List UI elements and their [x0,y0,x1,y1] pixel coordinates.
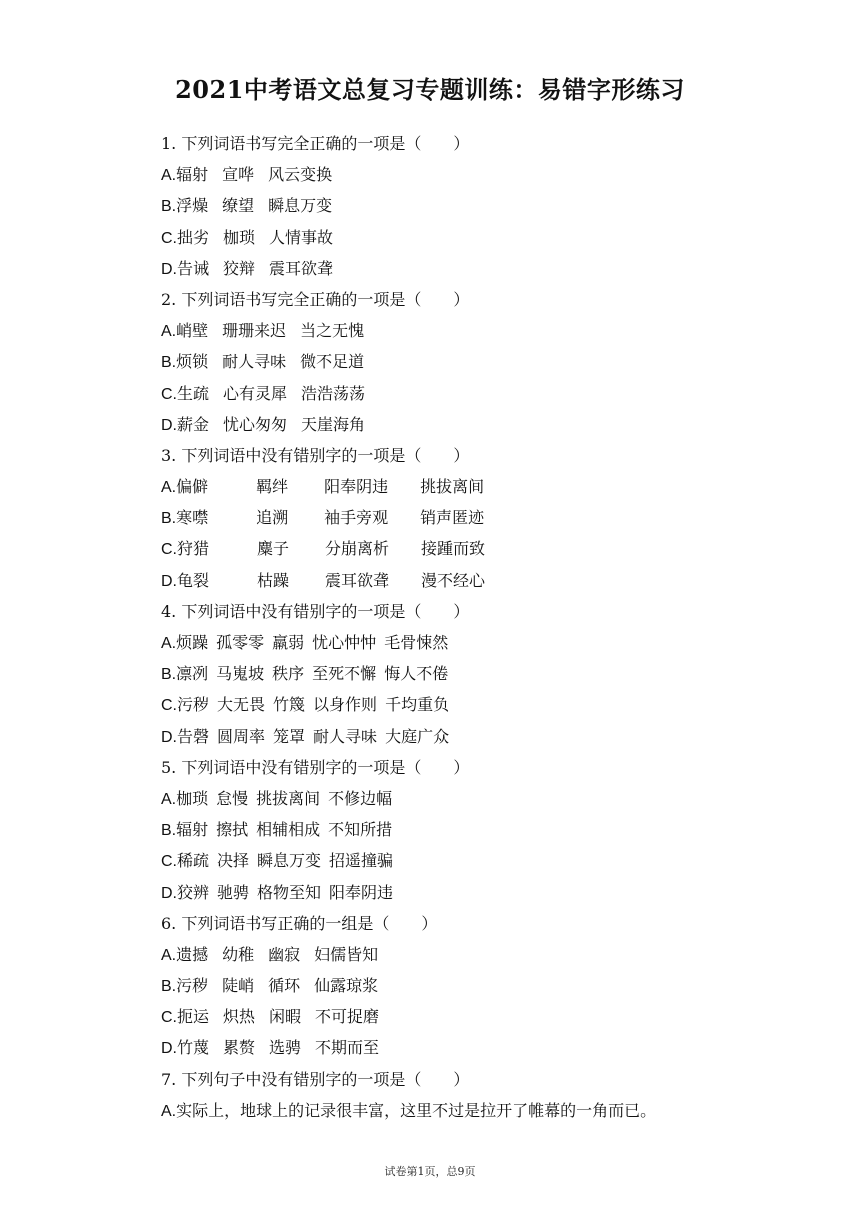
option-letter: D. [161,572,177,590]
option-letter: D. [161,728,177,746]
option-word: 微不足道 [300,352,365,372]
option-word: 接踵而致 [421,539,486,559]
option-word: 挑拔离间 [420,477,485,497]
option-word: 烦锁 [176,352,209,372]
option-word: 幽寂 [268,944,301,964]
option-word: 辐射 [176,820,209,840]
option-word: 幼稚 [222,944,255,964]
option-word: 震耳欲聋 [269,258,334,278]
option-word: 追溯 [256,508,289,528]
answer-option [161,877,801,908]
option-word: 擦拭 [216,820,249,840]
option-letter: D. [161,260,177,278]
option-letter: C. [161,697,177,715]
option-letter: B. [161,822,177,840]
option-word: 耐人寻味 [313,726,378,746]
option-word: 至死不懈 [312,664,377,684]
option-word: 循环 [268,976,301,996]
option-word: 驰骋 [217,882,250,902]
answer-option [161,627,801,658]
answer-option [161,689,801,720]
option-word: 分崩离析 [325,539,390,559]
question-stem: 3. 下列词语中没有错别字的一项是（ ） [161,445,470,465]
option-word: 忧心忡忡 [312,633,377,652]
option-word: 枯躁 [257,570,290,590]
option-word: 人情事故 [269,227,334,247]
option-word: 袖手旁观 [324,508,389,528]
option-word: 不可捉磨 [315,1007,380,1027]
option-letter: A. [161,790,177,808]
option-letter: B. [161,354,177,372]
option-word: 寒噤 [176,508,209,528]
answer-option [161,565,801,596]
option-word: 累赘 [223,1038,256,1058]
option-letter: A. [161,946,177,964]
option-word: 耐人寻味 [222,352,287,372]
page-title: 2021中考语文总复习专题训练：易错字形练习 [175,75,685,104]
option-word: 怠慢 [216,788,249,808]
option-word: 销声匿迹 [420,508,485,528]
option-word: 闲暇 [269,1007,302,1027]
option-word: 招遥撞骗 [329,851,394,871]
option-word: 孤零零 [216,633,265,652]
option-letter: A. [161,167,177,185]
option-word: 挑拔离间 [256,788,321,808]
answer-option [161,253,801,284]
question-stem: 5. 下列词语中没有错别字的一项是（ ） [161,757,470,777]
option-word: 选骋 [269,1038,302,1058]
option-letter: B. [161,666,177,684]
option-word: 珊珊来迟 [222,321,287,341]
option-letter: C. [161,385,177,403]
option-letter: A. [161,635,177,652]
option-word: 污秽 [177,695,210,715]
answer-option [161,346,801,377]
option-word: 悔人不倦 [384,664,449,684]
option-word: 偏僻 [176,477,209,497]
answer-option [161,1032,801,1063]
option-word: 狡辩 [223,258,256,278]
option-word: 不期而至 [315,1038,380,1058]
option-word: 告磬 [177,726,210,746]
option-word: 风云变换 [268,165,333,185]
option-word: 拙劣 [177,227,210,247]
option-word: 扼运 [177,1007,210,1027]
option-word: 阳奉阴违 [324,477,389,497]
option-word: 凛冽 [176,664,209,684]
option-word: 竹篾 [273,695,306,715]
option-word: 羁绊 [256,477,289,497]
option-word: 枷琐 [223,227,256,247]
option-word: 陡峭 [222,976,255,996]
option-letter: B. [161,198,177,216]
answer-option [161,409,801,440]
option-word: 格物至知 [257,882,322,902]
option-word: 心有灵犀 [223,383,288,403]
option-letter: B. [161,510,177,528]
option-word: 浮燥 [176,196,209,216]
answer-option [161,533,801,564]
option-word: 炽热 [223,1007,256,1027]
option-word: 仙露琼浆 [314,976,379,996]
answer-option [161,471,801,502]
option-word: 遗撼 [176,944,209,964]
option-letter: C. [161,229,177,247]
answer-option [161,1001,801,1032]
answer-option [161,315,801,346]
option-word: 相辅相成 [256,820,321,840]
option-word: 瞬息万变 [268,196,333,216]
option-word: 秩序 [272,664,305,684]
question-stem: 1. 下列词语书写完全正确的一项是（ ） [161,134,470,153]
answer-option [161,502,801,533]
option-word: 大无畏 [217,695,266,715]
option-word: 薪金 [177,414,210,434]
option-word: 生疏 [177,383,210,403]
option-word: 浩浩荡荡 [301,383,366,403]
option-letter: A. [161,323,177,341]
question-stem: 4. 下列词语中没有错别字的一项是（ ） [161,601,470,621]
option-word: 羸弱 [272,633,305,652]
answer-option [161,378,801,409]
option-word: 不知所措 [328,820,393,840]
answer-option [161,939,801,970]
option-letter: B. [161,978,177,996]
option-word: 竹蔑 [177,1038,210,1058]
option-letter: C. [161,853,177,871]
option-letter: D. [161,884,177,902]
option-word: 龟裂 [177,570,210,590]
option-word: 狡辨 [177,882,210,902]
question-stem: 6. 下列词语书写正确的一组是（ ） [161,913,438,933]
answer-option [161,970,801,1001]
option-word: 妇儒皆知 [314,944,379,964]
option-word: 辐射 [176,165,209,185]
option-word: 千均重负 [385,695,450,715]
option-word: 震耳欲聋 [325,570,390,590]
option-word: 宣哗 [222,165,255,185]
option-word: 大庭广众 [385,726,450,746]
option-letter: D. [161,416,177,434]
option-word: 毛骨悚然 [384,633,449,652]
option-word: 狩猎 [177,539,210,559]
option-word: 告诫 [177,258,210,278]
option-letter: D. [161,1040,177,1058]
option-letter: C. [161,541,177,559]
option-word: 忧心匆匆 [223,414,288,434]
option-word: 不修边幅 [328,788,393,808]
option-word: 笼罩 [273,726,306,746]
answer-option [161,845,801,876]
option-word: 天崖海角 [301,414,366,434]
option-word: 决择 [217,851,250,871]
option-letter: C. [161,1009,177,1027]
option-letter: A. [161,1102,177,1120]
option-word: 圆周率 [217,726,266,746]
option-word: 污秽 [176,976,209,996]
option-word: 阳奉阴违 [329,882,394,902]
option-word: 以身作则 [313,695,378,715]
question-stem: 2. 下列词语书写完全正确的一项是（ ） [161,289,470,309]
answer-option [161,658,801,689]
answer-option [161,222,801,253]
option-word: 麋子 [257,539,290,559]
question-stem: 7. 下列句子中没有错别字的一项是（ ） [161,1069,470,1089]
option-word: 烦躁 [176,633,209,652]
answer-option [161,783,801,814]
option-word: 峭壁 [176,321,209,341]
page-footer: 试卷第1页，总9页 [384,1165,476,1178]
option-word: 缭望 [222,196,255,216]
option-word: 漫不经心 [421,570,486,590]
option-letter: A. [161,479,177,497]
question-list [161,128,801,1126]
answer-option [161,190,801,221]
option-word: 当之无愧 [300,321,365,341]
option-word: 瞬息万变 [257,851,322,871]
option-word: 马嵬坡 [216,664,265,684]
answer-option [161,159,801,190]
option-word: 枷琐 [176,788,209,808]
option-word: 稀疏 [177,851,210,871]
answer-option [161,721,801,752]
answer-option [161,814,801,845]
answer-option [161,1095,801,1126]
option-word: 实际上，地球上的记录很丰富，这里不过是拉开了帷幕的一角而已。 [176,1100,657,1120]
